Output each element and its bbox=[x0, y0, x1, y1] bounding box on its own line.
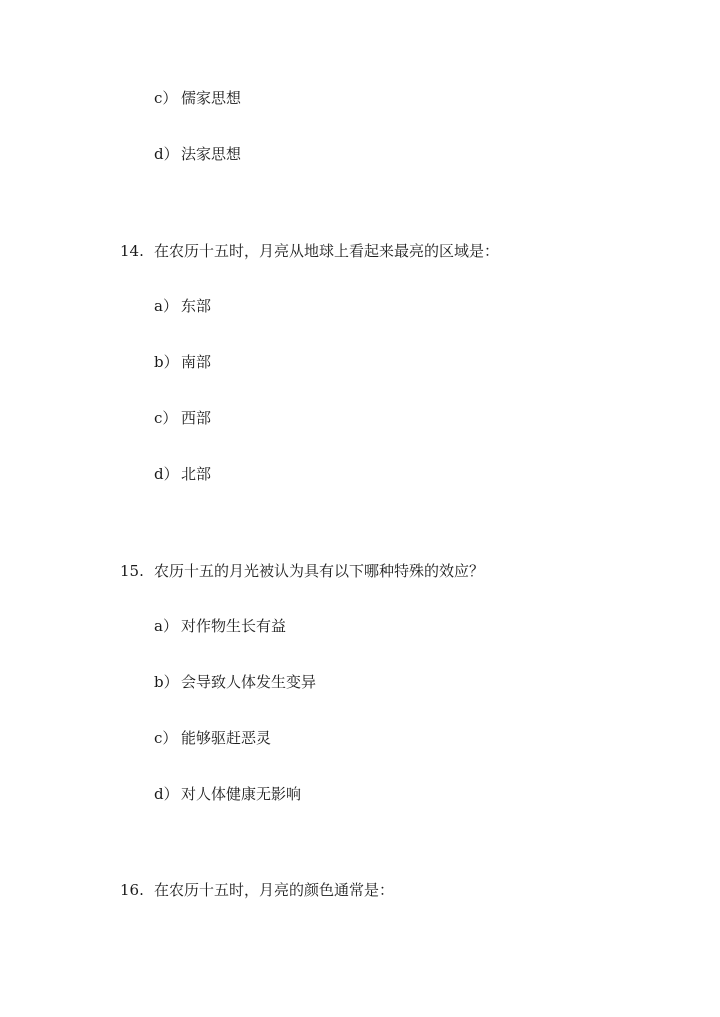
option-text: 南部 bbox=[181, 353, 212, 371]
question-number: 15. bbox=[120, 562, 144, 580]
option-14c bbox=[154, 408, 211, 428]
question-text: 在农历十五时，月亮从地球上看起来最亮的区域是： bbox=[154, 242, 500, 260]
option-text: 北部 bbox=[181, 465, 212, 483]
option-letter: a） bbox=[154, 617, 178, 635]
option-text: 对作物生长有益 bbox=[181, 617, 287, 635]
option-text: 儒家思想 bbox=[181, 89, 242, 107]
option-14d bbox=[154, 464, 211, 484]
option-letter: d） bbox=[154, 145, 179, 163]
option-text: 东部 bbox=[181, 297, 212, 315]
question-16 bbox=[120, 880, 394, 900]
option-letter: b） bbox=[154, 353, 179, 371]
option-letter: c） bbox=[154, 729, 178, 747]
option-letter: a） bbox=[154, 297, 178, 315]
option-13d bbox=[154, 144, 241, 164]
option-text: 对人体健康无影响 bbox=[181, 785, 302, 803]
option-15b bbox=[154, 672, 316, 692]
option-text: 能够驱赶恶灵 bbox=[181, 729, 272, 747]
question-14 bbox=[120, 241, 499, 261]
option-13c bbox=[154, 88, 241, 108]
question-15 bbox=[120, 561, 484, 581]
question-text: 农历十五的月光被认为具有以下哪种特殊的效应？ bbox=[154, 562, 485, 580]
option-letter: b） bbox=[154, 673, 179, 691]
option-text: 西部 bbox=[181, 409, 212, 427]
option-letter: c） bbox=[154, 89, 178, 107]
option-letter: d） bbox=[154, 465, 179, 483]
option-text: 会导致人体发生变异 bbox=[181, 673, 317, 691]
option-15d bbox=[154, 784, 301, 804]
option-15c bbox=[154, 728, 271, 748]
question-text: 在农历十五时，月亮的颜色通常是： bbox=[154, 881, 395, 899]
question-number: 16. bbox=[120, 881, 144, 899]
option-letter: c） bbox=[154, 409, 178, 427]
option-14b bbox=[154, 352, 211, 372]
option-letter: d） bbox=[154, 785, 179, 803]
option-text: 法家思想 bbox=[181, 145, 242, 163]
option-15a bbox=[154, 616, 286, 636]
question-number: 14. bbox=[120, 242, 144, 260]
option-14a bbox=[154, 296, 211, 316]
